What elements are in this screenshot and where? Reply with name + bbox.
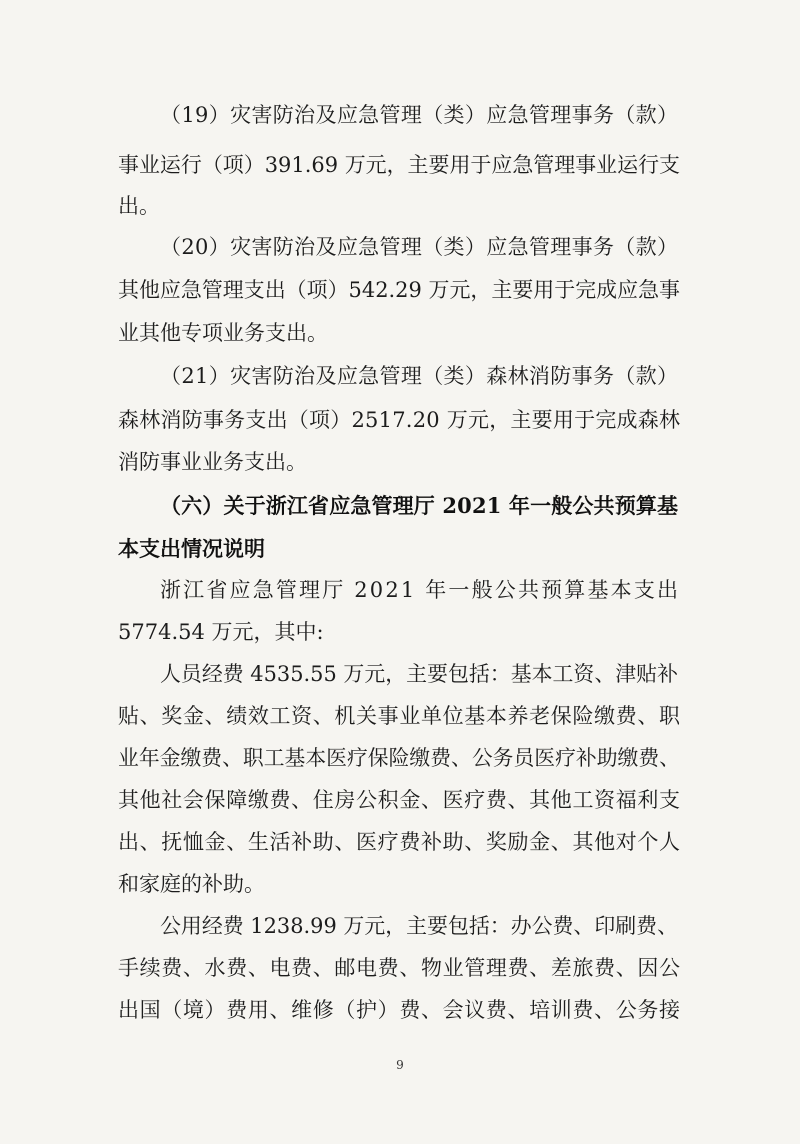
summary-line-2: 5774.54 万元，其中:	[118, 620, 324, 644]
page-number: 9	[396, 1058, 404, 1072]
personnel-line-3: 业年金缴费、职工基本医疗保险缴费、公务员医疗补助缴费、	[118, 746, 680, 770]
personnel-line-4: 其他社会保障缴费、住房公积金、医疗费、其他工资福利支	[118, 788, 681, 812]
personnel-line-5: 出、抚恤金、生活补助、医疗费补助、奖励金、其他对个人	[118, 830, 681, 854]
personnel-line-1: 人员经费 4535.55 万元，主要包括：基本工资、津贴补	[160, 662, 678, 686]
item-20-line-2: 其他应急管理支出（项）542.29 万元，主要用于完成应急事	[118, 278, 680, 302]
public-expense-line-2: 手续费、水费、电费、邮电费、物业管理费、差旅费、因公	[118, 956, 681, 980]
item-19-line-2: 事业运行（项）391.69 万元，主要用于应急管理事业运行支	[118, 153, 680, 177]
item-21-line-1: （21）灾害防治及应急管理（类）森林消防事务（款）	[160, 364, 679, 388]
section-heading-line-1: （六）关于浙江省应急管理厅 2021 年一般公共预算基	[160, 493, 679, 518]
item-19-line-1: （19）灾害防治及应急管理（类）应急管理事务（款）	[160, 103, 679, 127]
item-19-line-3: 出。	[118, 194, 160, 218]
personnel-line-6: 和家庭的补助。	[118, 872, 265, 896]
personnel-line-2: 贴、奖金、绩效工资、机关事业单位基本养老保险缴费、职	[118, 704, 681, 728]
item-21-line-3: 消防事业业务支出。	[118, 450, 307, 474]
item-20-line-3: 业其他专项业务支出。	[118, 321, 328, 345]
public-expense-line-3: 出国（境）费用、维修（护）费、会议费、培训费、公务接	[118, 998, 681, 1022]
item-21-line-2: 森林消防事务支出（项）2517.20 万元，主要用于完成森林	[118, 408, 681, 432]
item-20-line-1: （20）灾害防治及应急管理（类）应急管理事务（款）	[160, 235, 679, 259]
section-heading-line-2: 本支出情况说明	[118, 536, 265, 561]
summary-line-1: 浙江省应急管理厅 2021 年一般公共预算基本支出	[160, 578, 681, 602]
public-expense-line-1: 公用经费 1238.99 万元，主要包括：办公费、印刷费、	[160, 914, 678, 938]
